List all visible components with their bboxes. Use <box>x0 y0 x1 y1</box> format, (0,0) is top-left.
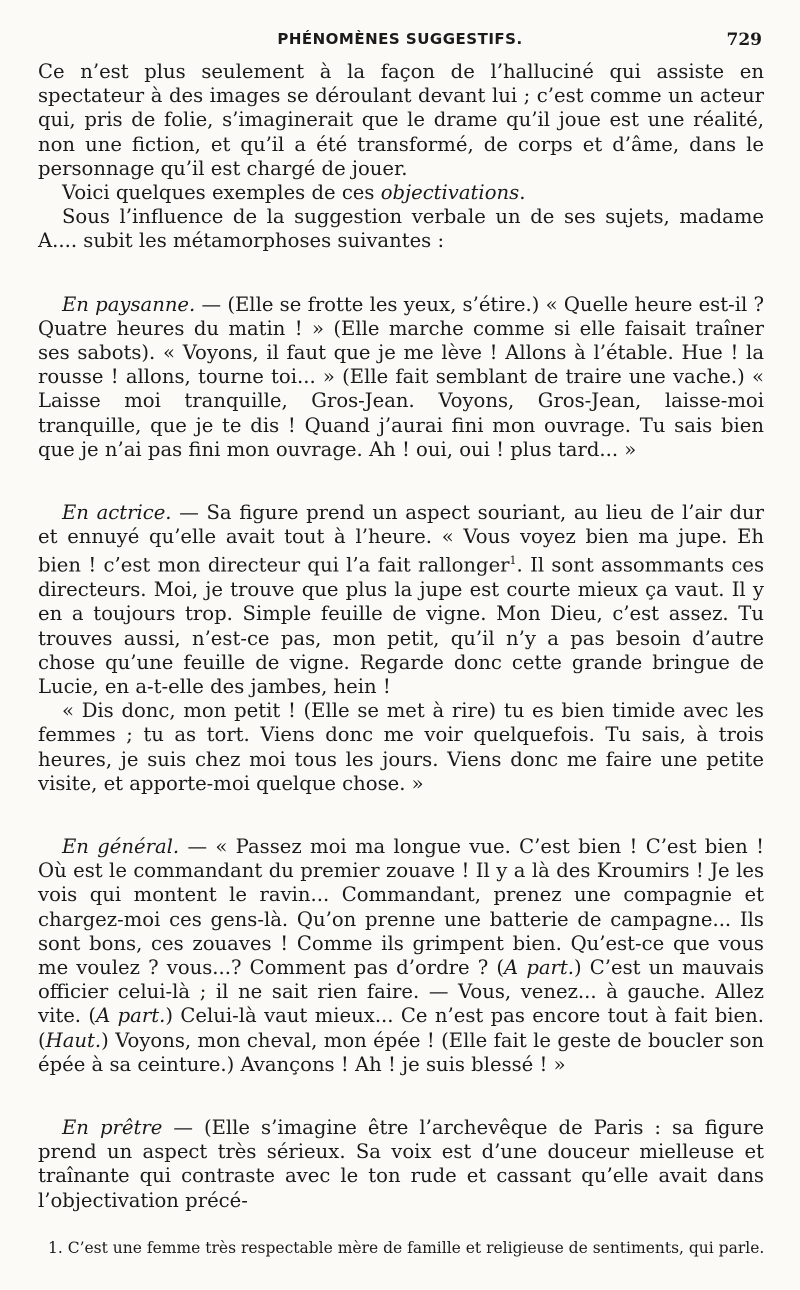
paysanne-text: — (Elle se frotte les yeux, s’étire.) « Quelle heure est-il ? Quatre heures du matin ! » (Elle marche comme si elle faisait traîner ses sabots). « Voyons, il faut que je me lève ! Allons à l’étable. Hue ! la rousse ! allons, tourne toi... » (Elle fait semblant de traire une vache.) « Laisse moi tranquille, Gros-Jean. Voyons, Gros-Jean, laisse-moi tranquille, que je te dis ! Quand j’aurai fini mon ouvrage. Tu sais bien que je n’ai pas fini mon ouvrage. Ah ! oui, oui ! plus tard... » <box>38 292 764 461</box>
examples-text: Voici quelques exemples de ces <box>62 181 381 205</box>
general-aside-3: Haut. <box>45 1028 102 1052</box>
section-actrice <box>38 501 764 699</box>
examples-italic: objectivations <box>380 181 520 205</box>
paysanne-label: En paysanne. <box>62 292 196 316</box>
general-text-d: ) Voyons, mon cheval, mon épée ! (Elle fait le geste de boucler son épée à sa ceinture.) Avançons ! Ah ! je suis blessé ! » <box>38 1028 764 1076</box>
general-aside-2: A part. <box>96 1004 166 1028</box>
general-label: En général. <box>62 835 180 859</box>
paragraph-actrice-cont: « Dis donc, mon petit ! (Elle se met à rire) tu es bien timide avec les femmes ; tu as tort. Viens donc me voir quelquefois. Tu sais, à trois heures, je suis chez moi tous les jours. Viens donc me faire une petite visite, et apporte-moi quelque chose. » <box>38 699 764 795</box>
paragraph-intro: Ce n’est plus seulement à la façon de l’halluciné qui assiste en spectateur à des images se déroulant devant lui ; c’est comme un acteur qui, pris de folie, s’imaginerait que le drame qu’il joue est une réalité, non une fiction, et qu’il a été transformé, de corps et d’âme, dans le personnage qu’il est chargé de jouer. <box>38 60 764 180</box>
general-text-a: — « Passez moi ma longue vue. C’est bien ! C’est bien ! Où est le commandant du premier zouave ! Il y a là des Kroumirs ! Je les vois qui montent le ravin... Commandant, prenez une compagnie et chargez-moi ces gens-là. Qu’on prenne une batterie de campagne... Ils sont bons, ces zouaves ! Comme ils grimpent bien. Qu’est-ce que vous me voulez ? vous...? Comment pas d’ordre ? ( <box>38 835 764 980</box>
general-aside-1: A part. <box>504 956 575 980</box>
actrice-text-a: — Sa figure prend un aspect souriant, au lieu de l’air dur et ennuyé qu’elle avait tout à l’heure. « Vous voyez bien ma jupe. Eh bien ! c’est mon directeur qui l’a fait rallonger <box>38 501 764 577</box>
pretre-label: En prêtre <box>62 1116 163 1140</box>
body-text <box>38 60 764 1213</box>
paragraph-influence: Sous l’influence de la suggestion verbale un de ses sujets, madame A.... subit les métamorphoses suivantes : <box>38 205 764 253</box>
section-pretre <box>38 1116 764 1213</box>
general-text-b: ) C’est un mauvais officier celui-là ; il ne sait rien faire. — Vous, venez... à gauche. Allez vite. ( <box>38 956 765 1028</box>
general-text-c: ) Celui-là vaut mieux... Ce n’est pas encore tout à fait bien. ( <box>38 1004 765 1052</box>
running-title: PHÉNOMÈNES SUGGESTIFS. <box>277 30 523 48</box>
running-header <box>0 30 800 56</box>
paragraph-examples <box>38 181 764 205</box>
footnote-ref: 1 <box>509 554 517 568</box>
pretre-text: — (Elle s’imagine être l’archevêque de Paris : sa figure prend un aspect très sérieux. Sa voix est d’une douceur mielleuse et traînante qui contraste avec le ton rude et cassant qu’elle avait dans l’objectivation précé- <box>38 1116 764 1212</box>
actrice-text-b: . Il sont assommants ces directeurs. Moi, je trouve que plus la jupe est courte mieux ça vaut. Il y en a toujours trop. Simple feuille de vigne. Mon Dieu, c’est assez. Tu trouves aussi, n’est-ce pas, mon petit, qu’il n’y a pas besoin d’autre chose qu’une feuille de vigne. Regarde donc cette grande bringue de Lucie, en a-t-elle des jambes, hein ! <box>38 553 764 698</box>
page-number: 729 <box>726 30 762 50</box>
section-general <box>38 835 764 1077</box>
section-paysanne <box>38 293 764 462</box>
examples-end: . <box>519 181 526 205</box>
actrice-label: En actrice. <box>62 501 172 525</box>
footnote: 1. C’est une femme très respectable mère de famille et religieuse de sentiments, qui parle. <box>48 1239 765 1257</box>
